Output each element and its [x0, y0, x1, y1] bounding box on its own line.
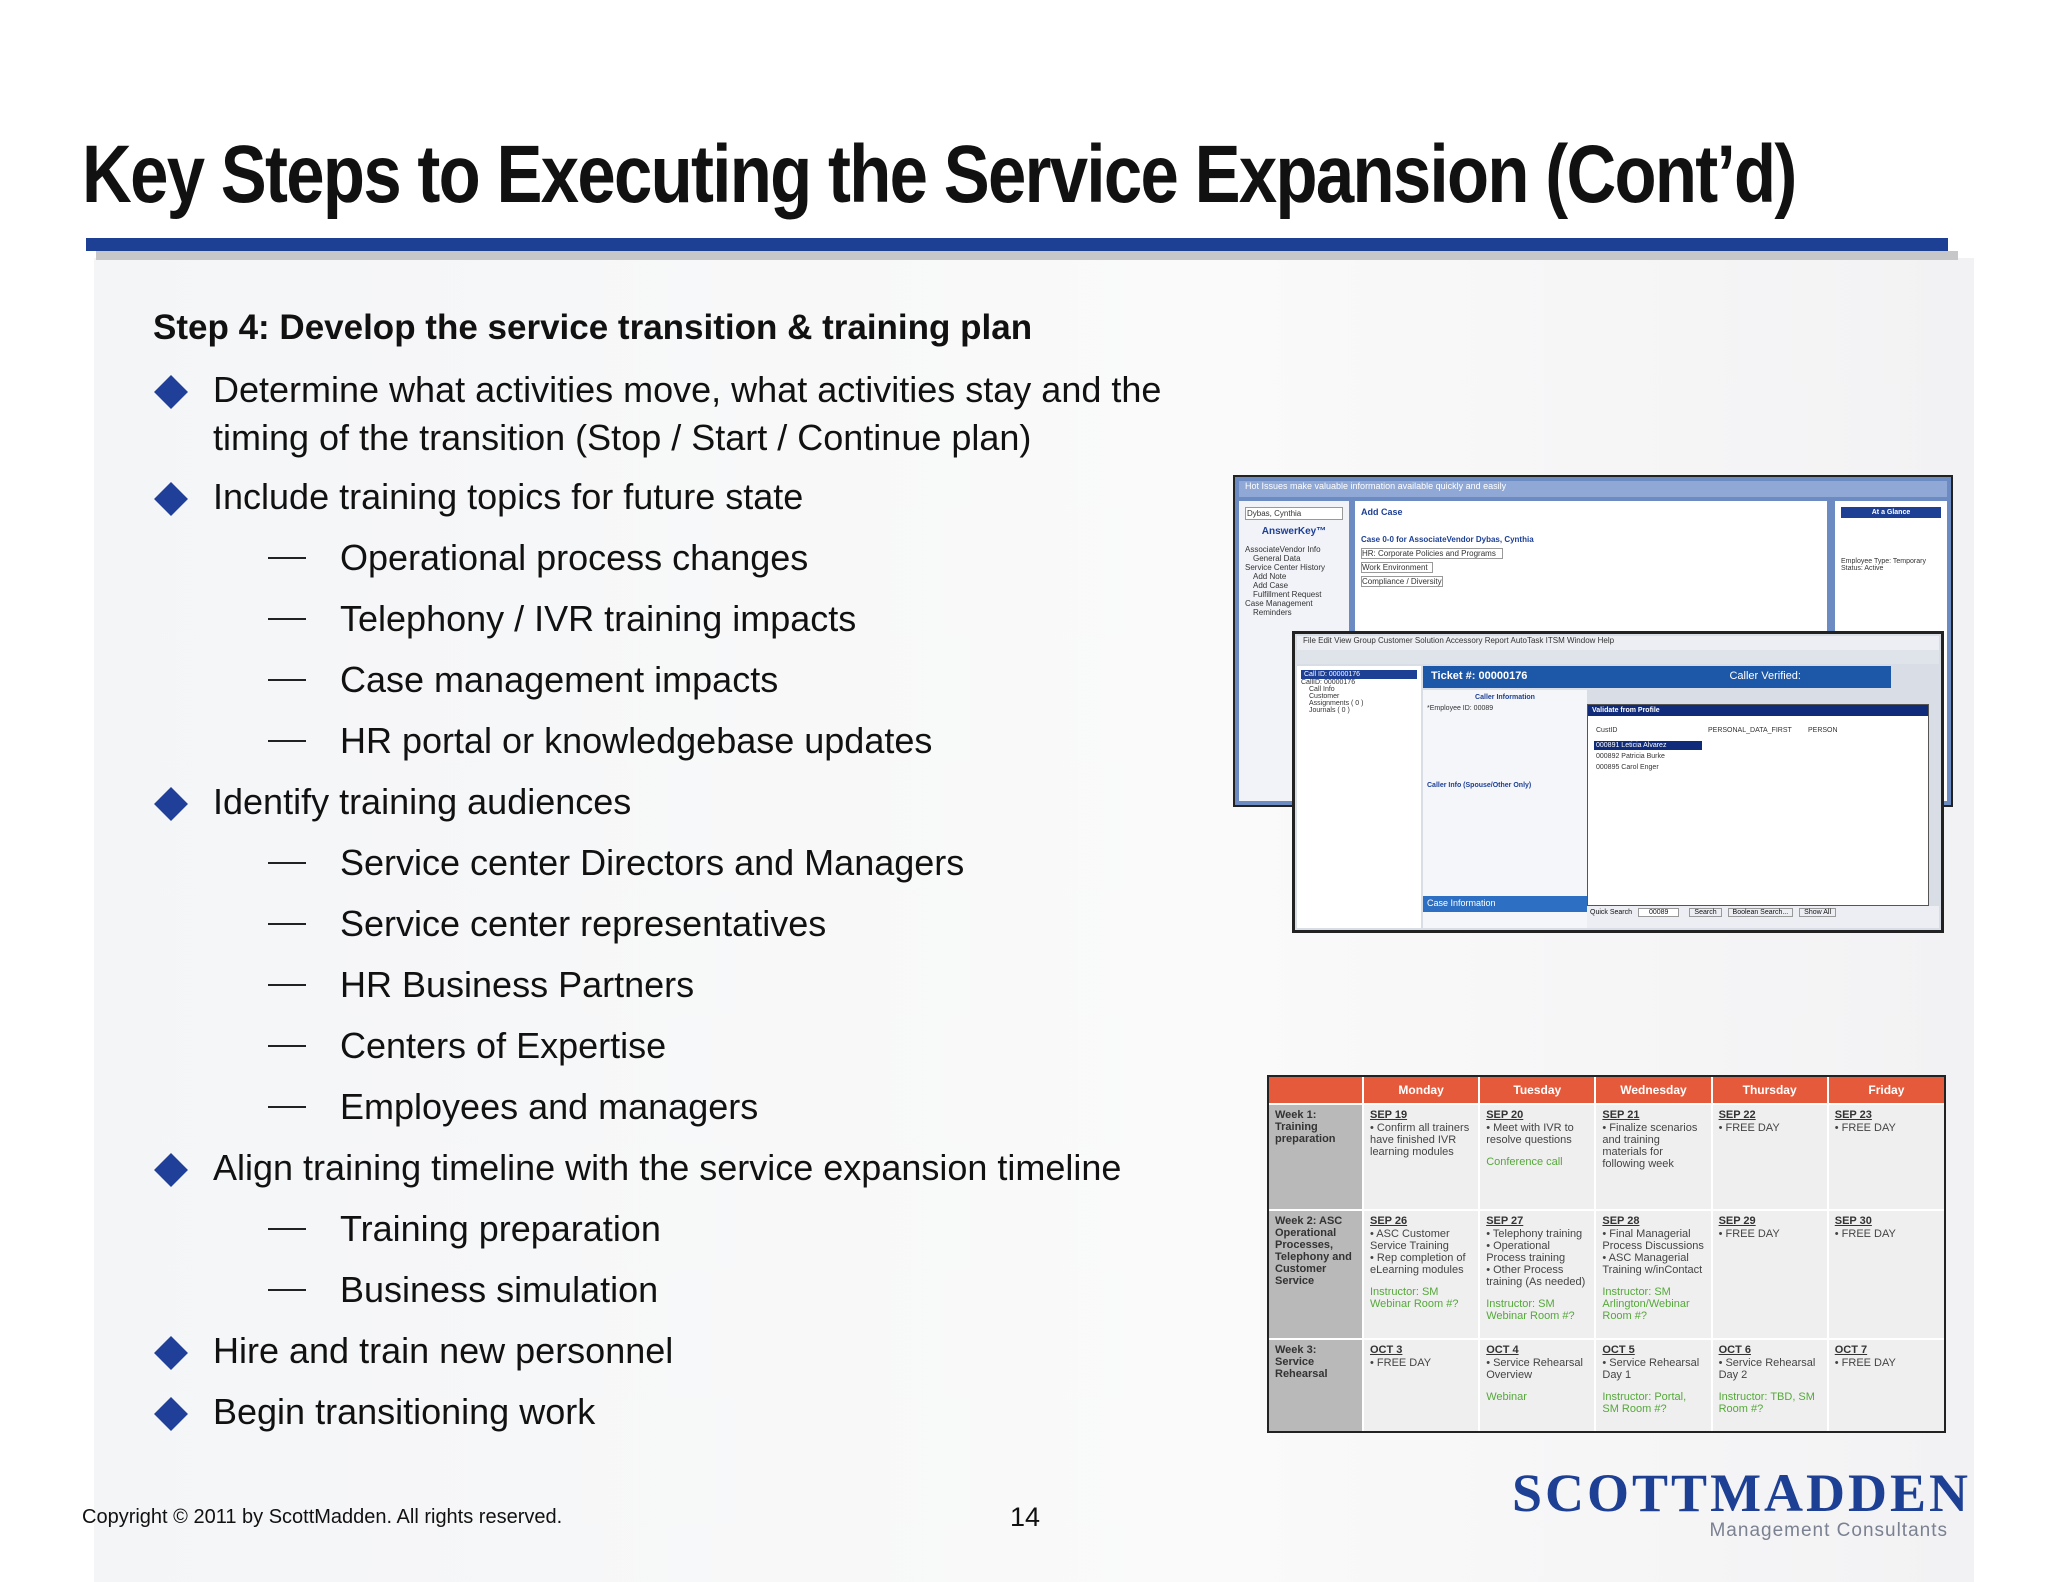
schedule-note: Instructor: SM Arlington/Webinar Room #?: [1602, 1286, 1690, 1323]
ticket-screenshot: [1292, 631, 1944, 933]
schedule-item: • Operational Process training: [1486, 1240, 1566, 1265]
schedule-note: Webinar: [1486, 1391, 1527, 1404]
at-a-glance-heading: At a Glance: [1841, 507, 1941, 518]
dash-icon: [268, 1228, 306, 1230]
schedule-date: SEP 26: [1370, 1215, 1408, 1228]
tree-item: Customer: [1309, 693, 1340, 700]
sub-bullet: Service center Directors and Managers: [340, 842, 965, 883]
schedule-date: SEP 29: [1718, 1215, 1756, 1228]
schedule-cell: [1712, 1104, 1828, 1210]
schedule-item: • FREE DAY: [1834, 1357, 1896, 1370]
schedule-note: Conference call: [1486, 1156, 1563, 1168]
dash-icon: [268, 557, 306, 559]
tree-item: Add Case: [1253, 581, 1289, 590]
schedule-cell: [1479, 1210, 1595, 1339]
screenshot-topbar: Hot Issues make valuable information available quickly and easily: [1239, 481, 1947, 497]
week-label: Week 3: Service Rehearsal: [1269, 1339, 1363, 1431]
caller-form: [1423, 690, 1587, 928]
schedule-row: [1269, 1104, 1944, 1210]
tree-item: Journals ( 0 ): [1309, 707, 1350, 714]
bullet-3: Identify training audiences: [213, 781, 632, 822]
ticket-banner: [1423, 666, 1891, 688]
schedule-item: • Service Rehearsal Overview: [1486, 1357, 1583, 1382]
col-first: PERSONAL_DATA_FIRST: [1708, 727, 1792, 734]
day-header: Tuesday: [1479, 1077, 1595, 1104]
dash-icon: [268, 1289, 306, 1291]
schedule-date: OCT 6: [1718, 1344, 1751, 1357]
schedule-item: • Rep completion of eLearning modules: [1370, 1252, 1466, 1277]
dialog-row: 000891 Leticia Alvarez: [1596, 742, 1667, 749]
schedule-note: Instructor: SM Webinar Room #?: [1486, 1298, 1575, 1323]
schedule-cell: [1595, 1104, 1711, 1210]
bullet-2: Include training topics for future state: [213, 476, 804, 517]
tree-item: AssociateVendor Info: [1245, 545, 1321, 554]
schedule-date: SEP 19: [1370, 1109, 1408, 1121]
schedule-item: • Telephony training: [1486, 1228, 1583, 1241]
bullet-1-line-2: timing of the transition (Stop / Start / Continue plan): [213, 417, 1032, 458]
dash-icon: [268, 923, 306, 925]
schedule-row: [1269, 1210, 1944, 1339]
week-label: Week 1: Training preparation: [1269, 1104, 1363, 1210]
schedule-date: OCT 4: [1486, 1344, 1519, 1357]
validate-dialog: [1587, 704, 1929, 906]
schedule-cell: [1828, 1210, 1944, 1339]
quick-search-label: Quick Search: [1590, 909, 1633, 916]
dialog-row: 000895 Carol Enger: [1596, 764, 1659, 771]
screenshot-menubar: File Edit View Group Customer Solution Accessory Report AutoTask ITSM Window Help: [1297, 636, 1939, 650]
search-button: Search: [1689, 908, 1721, 917]
status-label: Status: Active: [1841, 565, 1884, 572]
schedule-note: Instructor: Portal, SM Room #?: [1602, 1391, 1687, 1416]
schedule-cell: [1595, 1210, 1711, 1339]
schedule-item: • Service Rehearsal Day 2: [1718, 1357, 1816, 1382]
screenshot-toolbar: [1297, 650, 1939, 664]
col-custid: CustID: [1596, 727, 1618, 734]
sub-bullet: Telephony / IVR training impacts: [340, 598, 857, 639]
dash-icon: [268, 862, 306, 864]
schedule-cell: [1595, 1339, 1711, 1431]
schedule-item: • FREE DAY: [1370, 1357, 1432, 1370]
tree-item: Fulfillment Request: [1253, 590, 1322, 599]
schedule-date: OCT 5: [1602, 1344, 1635, 1357]
schedule-cell: [1828, 1339, 1944, 1431]
schedule-date: SEP 30: [1834, 1215, 1872, 1228]
week-label: Week 2: ASC Operational Processes, Telephony and Customer Service: [1269, 1210, 1363, 1339]
show-all-button: Show All: [1799, 908, 1836, 917]
sub-bullet: Operational process changes: [340, 537, 809, 578]
schedule-date: SEP 28: [1602, 1215, 1640, 1228]
schedule-cell: [1479, 1104, 1595, 1210]
page-number: 14: [1010, 1502, 1041, 1532]
ticket-number: Ticket #: 00000176: [1431, 670, 1528, 682]
tree-item: Assignments ( 0 ): [1309, 700, 1364, 707]
schedule-note: Instructor: SM Webinar Room #?: [1370, 1286, 1459, 1311]
day-header: Thursday: [1712, 1077, 1828, 1104]
sub-bullet: Case management impacts: [340, 659, 779, 700]
type-field: Work Environment: [1361, 562, 1433, 573]
boolean-search-button: Boolean Search...: [1728, 908, 1794, 917]
sub-bullet: HR portal or knowledgebase updates: [340, 720, 933, 761]
case-group-field: HR: Corporate Policies and Programs: [1361, 548, 1503, 559]
tree-item: Add Note: [1253, 572, 1287, 581]
corner-cell: [1269, 1077, 1363, 1104]
schedule-cell: [1363, 1210, 1479, 1339]
bullet-4: Align training timeline with the service expansion timeline: [213, 1147, 1122, 1188]
schedule-item: • ASC Customer Service Training: [1370, 1228, 1450, 1253]
title-rule: [86, 238, 1948, 251]
caller-info-heading: Caller Information: [1475, 694, 1535, 701]
schedule-cell: [1712, 1210, 1828, 1339]
screenshot-tree: [1297, 666, 1421, 928]
sub-bullet: Service center representatives: [340, 903, 827, 944]
schedule-item: • Meet with IVR to resolve questions: [1486, 1122, 1574, 1146]
step-heading: Step 4: Develop the service transition & training plan: [153, 308, 1033, 347]
schedule-date: SEP 22: [1718, 1109, 1756, 1121]
schedule-date: OCT 3: [1370, 1344, 1403, 1357]
dash-icon: [268, 1106, 306, 1108]
scottmadden-logo: [1512, 1462, 1972, 1542]
schedule-date: SEP 21: [1602, 1109, 1640, 1121]
schedule-date: OCT 7: [1834, 1344, 1868, 1357]
sub-bullet: Employees and managers: [340, 1086, 759, 1127]
tree-item: Case Management: [1245, 599, 1313, 608]
dash-icon: [268, 740, 306, 742]
schedule-item: • Service Rehearsal Day 1: [1602, 1357, 1700, 1382]
day-header: Friday: [1828, 1077, 1944, 1104]
dialog-title: Validate from Profile: [1588, 705, 1928, 716]
day-header: Wednesday: [1595, 1077, 1711, 1104]
case-information-bar: Case Information: [1423, 896, 1587, 912]
schedule-date: SEP 23: [1834, 1109, 1872, 1121]
schedule-item: • Final Managerial Process Discussions: [1602, 1228, 1704, 1253]
bullet-1-line-1: Determine what activities move, what activities stay and the: [213, 369, 1162, 410]
tree-item: Call Info: [1309, 686, 1335, 693]
call-id-label: Call ID: 00000176: [1301, 670, 1417, 679]
schedule-header-row: [1269, 1077, 1944, 1104]
schedule-item: • FREE DAY: [1834, 1228, 1896, 1241]
dash-icon: [268, 618, 306, 620]
employee-id-field: *Employee ID: 00089: [1427, 705, 1494, 712]
schedule-note: Instructor: TBD, SM Room #?: [1718, 1391, 1815, 1416]
sub-bullet: HR Business Partners: [340, 964, 695, 1005]
schedule-cell: [1363, 1104, 1479, 1210]
schedule-table: [1269, 1077, 1944, 1431]
dash-icon: [268, 679, 306, 681]
schedule-item: • FREE DAY: [1834, 1122, 1896, 1134]
schedule-cell: [1479, 1339, 1595, 1431]
tree-item: General Data: [1253, 554, 1301, 563]
logo-tagline: Management Consultants: [1709, 1520, 1948, 1541]
day-header: Monday: [1363, 1077, 1479, 1104]
schedule-item: • FREE DAY: [1718, 1122, 1780, 1134]
case-for-label: Case 0-0 for AssociateVendor Dybas, Cynthia: [1361, 535, 1534, 544]
title-rule-shadow: [96, 251, 1958, 260]
training-schedule: [1267, 1075, 1946, 1433]
schedule-item: • Finalize scenarios and training materials for following week: [1602, 1122, 1698, 1170]
schedule-cell: [1828, 1104, 1944, 1210]
schedule-item: • ASC Managerial Training w/inContact: [1602, 1252, 1703, 1277]
employee-type-label: Employee Type: Temporary: [1841, 558, 1926, 565]
sub-type-field: Compliance / Diversity: [1362, 577, 1442, 586]
sub-bullet: Centers of Expertise: [340, 1025, 667, 1066]
screenshot-search-field: Dybas, Cynthia: [1245, 507, 1343, 520]
quick-search-field: 00089: [1638, 908, 1679, 917]
dash-icon: [268, 1045, 306, 1047]
schedule-cell: [1712, 1339, 1828, 1431]
dash-icon: [268, 984, 306, 986]
tree-item: Reminders: [1253, 608, 1292, 617]
schedule-item: • Other Process training (As needed): [1486, 1264, 1586, 1289]
bullet-6: Begin transitioning work: [213, 1391, 596, 1432]
tree-item: Service Center History: [1245, 563, 1326, 572]
quick-search-bar: [1587, 906, 1939, 928]
caller-info-spouse-heading: Caller Info (Spouse/Other Only): [1427, 782, 1532, 789]
schedule-cell: [1363, 1339, 1479, 1431]
col-person: PERSON: [1808, 727, 1838, 734]
schedule-item: • FREE DAY: [1718, 1228, 1780, 1241]
copyright: Copyright © 2011 by ScottMadden. All rights reserved.: [82, 1506, 563, 1528]
schedule-item: • Confirm all trainers have finished IVR learning modules: [1370, 1122, 1470, 1158]
logo-wordmark: SCOTTMADDEN: [1512, 1463, 1972, 1523]
schedule-row: [1269, 1339, 1944, 1431]
schedule-date: SEP 27: [1486, 1215, 1524, 1228]
slide-title: Key Steps to Executing the Service Expansion (Cont’d): [82, 129, 1796, 220]
tree-item: CallID: 00000176: [1301, 679, 1356, 686]
caller-verified: Caller Verified:: [1729, 670, 1801, 682]
answerkey-logo: AnswerKey™: [1261, 526, 1327, 537]
schedule-date: SEP 20: [1486, 1109, 1524, 1121]
dialog-row: 000892 Patricia Burke: [1596, 753, 1665, 760]
sub-bullet: Training preparation: [340, 1208, 661, 1249]
bullet-5: Hire and train new personnel: [213, 1330, 674, 1371]
sub-bullet: Business simulation: [340, 1269, 659, 1310]
add-case-heading: Add Case: [1361, 507, 1403, 517]
